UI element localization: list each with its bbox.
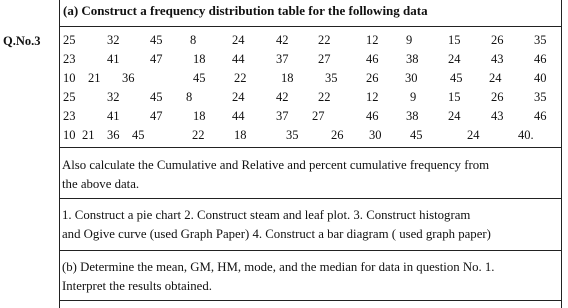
data-value: 12 — [366, 90, 379, 104]
paragraph-constructions — [62, 206, 558, 244]
data-value: 40 — [534, 71, 547, 85]
data-value: 9 — [406, 33, 413, 47]
data-value: 23 — [63, 52, 76, 66]
data-value: 38 — [406, 109, 419, 123]
data-value: 38 — [406, 52, 419, 66]
data-value: 44 — [232, 109, 245, 123]
table-bottom-border — [59, 300, 562, 301]
data-value: 42 — [276, 90, 289, 104]
data-value: 35 — [325, 71, 338, 85]
data-value: 30 — [405, 71, 418, 85]
data-value: 27 — [312, 109, 325, 123]
data-value: 18 — [281, 71, 294, 85]
data-value: 46 — [366, 52, 379, 66]
data-value: 24 — [232, 90, 245, 104]
data-value: 47 — [150, 52, 163, 66]
data-value: 36 — [107, 128, 120, 142]
data-value: 24 — [448, 109, 461, 123]
question-number: Q.No.3 — [3, 34, 41, 48]
data-value: 45 — [132, 128, 145, 142]
table-right-border — [561, 0, 562, 308]
data-value: 26 — [331, 128, 344, 142]
data-value: 32 — [107, 90, 120, 104]
data-value: 12 — [366, 33, 379, 47]
data-value: 42 — [276, 33, 289, 47]
data-value: 26 — [491, 33, 504, 47]
divider-under-data — [59, 147, 562, 148]
paragraph-line: (b) Determine the mean, GM, HM, mode, and the median for data in question No. 1. — [62, 260, 495, 274]
data-value: 18 — [193, 109, 206, 123]
data-value: 35 — [286, 128, 299, 142]
data-value: 18 — [234, 128, 247, 142]
data-value: 24 — [467, 128, 480, 142]
data-value: 37 — [276, 52, 289, 66]
paragraph-line: the above data. — [62, 177, 140, 191]
divider-under-paragraph-2 — [59, 250, 562, 251]
data-value: 22 — [234, 71, 247, 85]
divider-under-paragraph-1 — [59, 198, 562, 199]
data-value: 30 — [369, 128, 382, 142]
data-value: 26 — [366, 71, 379, 85]
paragraph-line: 1. Construct a pie chart 2. Construct steam and leaf plot. 3. Construct histogram — [62, 208, 471, 222]
data-value: 22 — [192, 128, 205, 142]
data-value: 21 — [82, 128, 95, 142]
data-value: 21 — [88, 71, 101, 85]
data-value: 40. — [518, 128, 534, 142]
data-value: 43 — [491, 109, 504, 123]
data-value: 43 — [491, 52, 504, 66]
data-value: 22 — [318, 90, 331, 104]
data-value: 24 — [448, 52, 461, 66]
data-value: 41 — [107, 52, 120, 66]
data-value: 10 — [63, 71, 76, 85]
data-value: 15 — [448, 33, 461, 47]
data-value: 8 — [190, 33, 197, 47]
data-value: 24 — [489, 71, 502, 85]
data-value: 45 — [150, 33, 163, 47]
data-value: 35 — [534, 33, 547, 47]
table-left-border — [59, 0, 60, 308]
data-value: 27 — [318, 52, 331, 66]
data-value: 47 — [150, 109, 163, 123]
data-value: 9 — [410, 90, 417, 104]
data-value: 23 — [63, 109, 76, 123]
data-value: 26 — [491, 90, 504, 104]
data-value: 22 — [318, 33, 331, 47]
data-value: 32 — [107, 33, 120, 47]
paragraph-line: Also calculate the Cumulative and Relative and percent cumulative frequency from — [62, 158, 490, 172]
data-value: 46 — [534, 52, 547, 66]
data-value: 25 — [63, 90, 76, 104]
paragraph-part-b — [62, 258, 558, 296]
data-value: 37 — [276, 109, 289, 123]
question-heading: (a) Construct a frequency distribution table for the following data — [63, 3, 428, 18]
data-value: 24 — [232, 33, 245, 47]
divider-under-heading — [59, 26, 562, 27]
data-value: 45 — [410, 128, 423, 142]
data-value: 44 — [232, 52, 245, 66]
data-value: 45 — [193, 71, 206, 85]
data-value: 10 — [63, 128, 76, 142]
data-value: 25 — [63, 33, 76, 47]
data-value: 41 — [107, 109, 120, 123]
paragraph-cumulative-frequency — [62, 156, 558, 194]
data-value: 45 — [150, 90, 163, 104]
paragraph-line: Interpret the results obtained. — [62, 279, 212, 293]
data-value: 8 — [186, 90, 193, 104]
data-value: 45 — [450, 71, 463, 85]
data-value: 46 — [534, 109, 547, 123]
paragraph-line: and Ogive curve (used Graph Paper) 4. Construct a bar diagram ( used graph paper) — [62, 227, 491, 241]
data-value: 36 — [122, 71, 135, 85]
data-value: 15 — [448, 90, 461, 104]
data-value: 35 — [534, 90, 547, 104]
data-value: 18 — [193, 52, 206, 66]
data-value: 46 — [366, 109, 379, 123]
